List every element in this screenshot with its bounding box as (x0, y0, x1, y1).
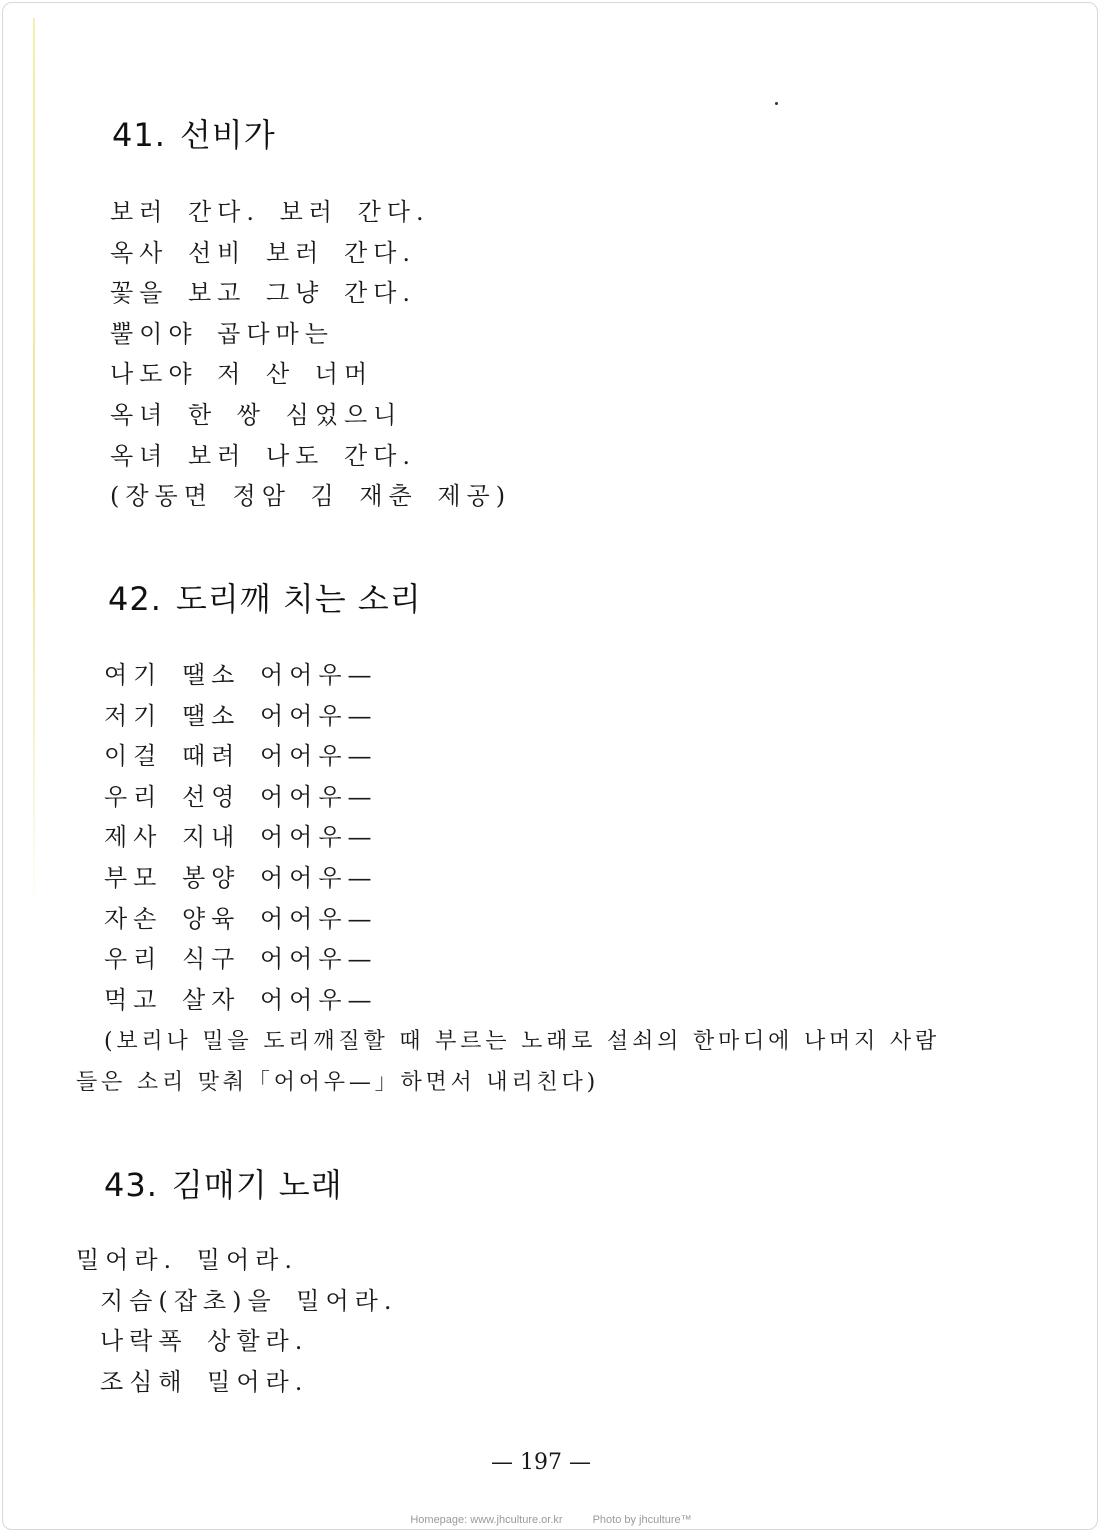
print-speck (775, 102, 778, 105)
lyric-line: 보러 간다. 보러 간다. (110, 198, 430, 226)
lyric-line: 먹고 살자 어어우— (104, 985, 378, 1014)
lyric-line: 부모 봉양 어어우— (104, 863, 378, 892)
lyric-line: 밀어라. 밀어라. (76, 1246, 298, 1274)
section-43-lyrics (76, 1240, 397, 1402)
section-43-number: 43. (104, 1166, 158, 1204)
lyric-line: 옥사 선비 보러 간다. (110, 238, 416, 267)
lyric-line: 옥녀 보러 나도 간다. (110, 441, 416, 470)
lyric-line: 여기 땔소 어어우— (104, 661, 378, 689)
lyric-line: 우리 식구 어어우— (104, 945, 378, 974)
section-42-note-line1: (보리나 밀을 도리깨질할 때 부르는 노래로 설쇠의 한마디에 나머지 사람 (104, 1029, 941, 1054)
section-42-heading (108, 574, 422, 620)
lyric-line: 제사 지내 어어우— (104, 823, 378, 852)
section-41-title: 선비가 (179, 116, 276, 154)
section-42-number: 42. (108, 580, 162, 618)
section-43-title: 김매기 노래 (171, 1166, 343, 1204)
section-42-title: 도리깨 치는 소리 (175, 580, 422, 618)
footer-photo-credit: Photo by jhculture™ (592, 1514, 692, 1526)
lyric-line: 우리 선영 어어우— (104, 782, 378, 811)
lyric-line: 지슴(잡초)을 밀어라. (100, 1286, 398, 1315)
lyric-line: 저기 땔소 어어우— (104, 701, 378, 730)
lyric-line: 나도야 저 산 너머 (110, 360, 374, 389)
section-43-heading (104, 1160, 343, 1206)
section-42-lyrics (104, 655, 378, 1020)
lyric-line: 옥녀 한 쌍 심었으니 (110, 400, 403, 429)
lyric-line: 꽃을 보고 그냥 간다. (110, 279, 416, 308)
lyric-line: 이걸 때려 어어우— (104, 742, 378, 771)
lyric-line: 조심해 밀어라. (100, 1367, 309, 1396)
binding-edge (33, 18, 35, 918)
lyric-line: 뿔이야 곱다마는 (110, 319, 334, 348)
section-41-lyrics (110, 192, 511, 517)
footer (0, 1514, 1102, 1526)
lyric-line: 자손 양육 어어우— (104, 904, 378, 933)
section-42-note-line2: 들은 소리 맞춰「어어우—」하면서 내리친다) (76, 1070, 599, 1095)
section-41-heading (112, 110, 276, 156)
footer-homepage: Homepage: www.jhculture.or.kr (410, 1514, 563, 1526)
source-credit: (장동면 정암 김 재춘 제공) (110, 482, 512, 511)
lyric-line: 나락폭 상할라. (100, 1327, 309, 1356)
section-41-number: 41. (112, 116, 166, 154)
page-number: — 197 — (491, 1450, 591, 1475)
